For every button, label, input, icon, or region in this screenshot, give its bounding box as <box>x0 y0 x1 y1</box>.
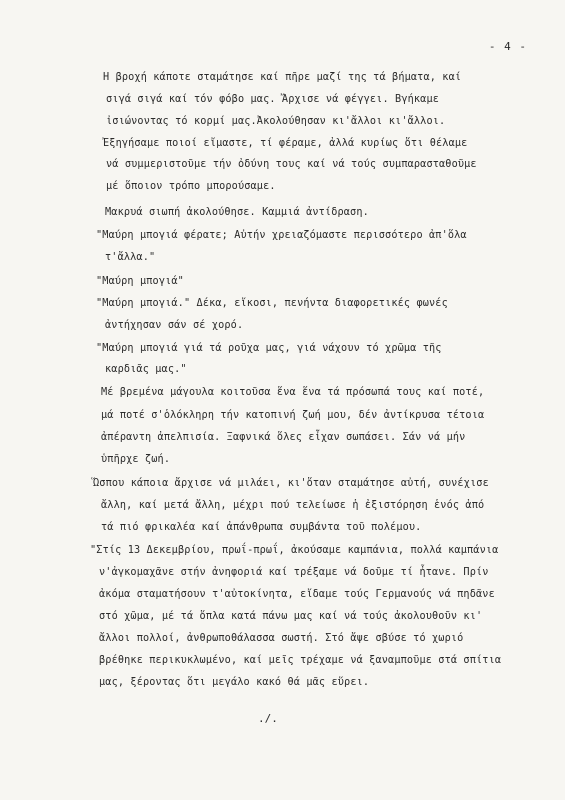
text-line: ἀπέραντη ἀπελπισία. Ξαφνικά ὅλες εἶχαν σωπάσει. Σάν νά μήν <box>101 432 466 443</box>
text-line: μά ποτέ σ'ὁλόκληρη τήν κατοπινή ζωή μου, δέν ἀντίκρυσα τέτοια <box>101 410 485 421</box>
text-line: "Μαύρη μπογιά." Δέκα, εἴκοσι, πενήντα διαφορετικές φωνές <box>96 298 448 309</box>
page-number: - 4 - <box>488 40 527 53</box>
text-line: Μακρυά σιωπή ἀκολούθησε. Καμμιά ἀντίδραση. <box>105 207 369 218</box>
text-line: ἄλλοι πολλοί, ἀνθρωποθάλασσα σωστή. Στό ἄψε σβύσε τό χωριό <box>99 633 464 644</box>
text-line: Μέ βρεμένα μάγουλα κοιτοῦσα ἕνα ἕνα τά πρόσωπά τους καί ποτέ, <box>101 387 485 398</box>
text-line: μέ ὅποιον τρόπο μπορούσαμε. <box>106 181 276 192</box>
text-line: "Μαύρη μπογιά φέρατε; Αὐτήν χρειαζόμαστε περισσότερο ἀπ'ὅλα <box>96 230 467 241</box>
text-line: τά πιό φρικαλέα καί ἀπάνθρωπα συμβάντα τοῦ πολέμου. <box>101 522 422 533</box>
text-line: καρδιᾶς μας." <box>105 364 187 375</box>
text-line: σιγά σιγά καί τόν φόβο μας. Ἄρχισε νά φέγγει. Βγήκαμε <box>106 94 440 105</box>
text-line: "Στίς 13 Δεκεμβρίου, πρωΐ-πρωΐ, ἀκούσαμε καμπάνια, πολλά καμπάνια <box>90 545 499 556</box>
text-line: ὑπῆρχε ζωή. <box>101 454 171 465</box>
text-line: τ'ἄλλα." <box>105 252 156 263</box>
continuation-mark: ./. <box>258 712 278 725</box>
text-line: Ἐξηγήσαμε ποιοί εἴμαστε, τί φέραμε, ἀλλά κυρίως ὅτι θέλαμε <box>103 138 468 149</box>
text-line: νά συμμεριστοῦμε τήν ὀδύνη τους καί νά τούς συμπαρασταθοῦμε <box>106 159 477 170</box>
text-line: Ὥσπου κάποια ἄρχισε νά μιλάει, κι'ὅταν σταμάτησε αὐτή, συνέχισε <box>93 478 489 489</box>
text-line: ἰσιώνοντας τό κορμί μας.Ἀκολούθησαν κι'ἄλλοι κι'ἄλλοι. <box>106 116 446 127</box>
text-line: ἀκόμα σταματήσουν τ'αὐτοκίνητα, εἴδαμε τούς Γερμανούς νά πηδᾶνε <box>99 589 495 600</box>
text-line: βρέθηκε περικυκλωμένο, καί μεῖς τρέχαμε νά ξαναμποῦμε στά σπίτια <box>99 655 502 666</box>
text-line: ἄλλη, καί μετά ἄλλη, μέχρι πού τελείωσε ἡ ἐξιστόρηση ἑνός ἀπό <box>101 500 485 511</box>
text-line: ἀντήχησαν σάν σέ χορό. <box>105 320 244 331</box>
text-line: Η βροχή κάποτε σταμάτησε καί πῆρε μαζί της τά βήματα, καί <box>103 72 462 83</box>
text-line: μας, ξέροντας ὅτι μεγάλο κακό θά μᾶς εὕρει. <box>99 677 370 688</box>
text-line: στό χῶμα, μέ τά ὅπλα κατά πάνω μας καί νά τούς ἀκολουθοῦν κι' <box>99 611 483 622</box>
text-line: ν'ἀγκομαχᾶνε στήν ἀνηφοριά καί τρέξαμε νά δοῦμε τί ἦτανε. Πρίν <box>99 567 489 578</box>
text-line: "Μαύρη μπογιά" <box>96 276 184 287</box>
text-line: "Μαύρη μπογιά γιά τά ροῦχα μας, γιά νάχουν τό χρῶμα τῆς <box>96 343 442 354</box>
